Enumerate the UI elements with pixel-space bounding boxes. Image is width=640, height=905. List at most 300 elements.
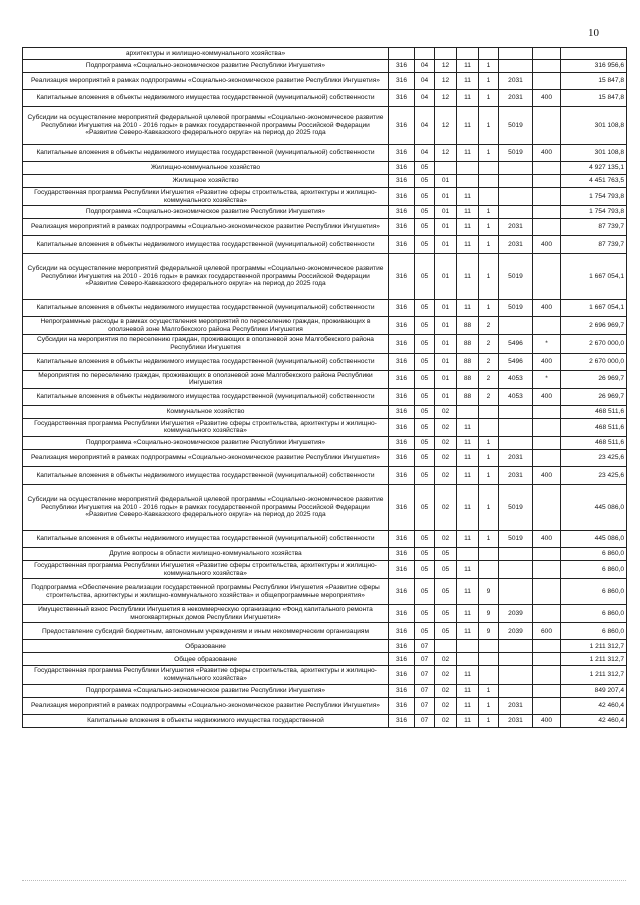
cell-program: 11 [457, 697, 479, 714]
cell-sum [561, 48, 627, 60]
cell-sum: 468 511,6 [561, 418, 627, 436]
cell-subsection: 02 [435, 666, 457, 684]
cell-item: 2039 [499, 623, 533, 640]
cell-section: 05 [415, 254, 435, 300]
table-row [23, 90, 627, 107]
cell-sum: 1 754 793,8 [561, 188, 627, 206]
cell-sum: 2 696 969,7 [561, 317, 627, 335]
cell-subsection: 02 [435, 697, 457, 714]
cell-name: Реализация мероприятий в рамках подпрограммы «Социально-экономическое развитие Республики Ингушетия» [23, 73, 389, 90]
cell-name: Коммунальное хозяйство [23, 405, 389, 418]
table-row [23, 640, 627, 653]
cell-code: 316 [389, 219, 415, 236]
cell-expense-type: 400 [533, 530, 561, 547]
cell-subprogram [479, 547, 499, 560]
cell-expense-type [533, 418, 561, 436]
cell-item: 5019 [499, 254, 533, 300]
cell-name: Капитальные вложения в объекты недвижимого имущества государственной (муниципальной) собственности [23, 236, 389, 254]
cell-subprogram: 2 [479, 353, 499, 370]
cell-sum: 316 956,6 [561, 60, 627, 73]
table-row [23, 547, 627, 560]
cell-sum: 23 425,6 [561, 449, 627, 466]
cell-item [499, 684, 533, 697]
cell-sum: 1 667 054,1 [561, 254, 627, 300]
cell-name: Государственная программа Республики Ингушетия «Развитие сферы строительства, архитектуры и жилищно-коммунального хозяйства» [23, 666, 389, 684]
cell-subprogram [479, 175, 499, 188]
cell-subsection: 01 [435, 175, 457, 188]
cell-code: 316 [389, 484, 415, 530]
cell-subprogram: 1 [479, 206, 499, 219]
cell-subprogram: 1 [479, 300, 499, 317]
cell-name: Капитальные вложения в объекты недвижимого имущества государственной (муниципальной) собственности [23, 145, 389, 162]
cell-subsection: 05 [435, 547, 457, 560]
table-row [23, 653, 627, 666]
cell-section [415, 48, 435, 60]
cell-section: 05 [415, 335, 435, 353]
cell-expense-type [533, 48, 561, 60]
cell-section: 05 [415, 623, 435, 640]
table-row [23, 714, 627, 727]
cell-code: 316 [389, 466, 415, 484]
cell-expense-type [533, 484, 561, 530]
cell-name: Государственная программа Республики Ингушетия «Развитие сферы строительства, архитектуры и жилищно-коммунального хозяйства» [23, 560, 389, 578]
table-row [23, 188, 627, 206]
cell-code: 316 [389, 206, 415, 219]
cell-code: 316 [389, 388, 415, 405]
cell-subprogram: 1 [479, 684, 499, 697]
cell-program: 11 [457, 484, 479, 530]
cell-program: 88 [457, 370, 479, 388]
cell-section: 05 [415, 579, 435, 605]
cell-section: 05 [415, 484, 435, 530]
cell-sum: 6 860,0 [561, 560, 627, 578]
cell-subsection: 02 [435, 418, 457, 436]
cell-program: 11 [457, 466, 479, 484]
cell-expense-type [533, 579, 561, 605]
table-row [23, 175, 627, 188]
cell-sum: 445 086,0 [561, 530, 627, 547]
cell-subsection: 12 [435, 145, 457, 162]
cell-sum: 87 739,7 [561, 219, 627, 236]
cell-expense-type: 400 [533, 714, 561, 727]
cell-code: 316 [389, 254, 415, 300]
cell-program [457, 405, 479, 418]
cell-subprogram: 2 [479, 317, 499, 335]
cell-subsection: 01 [435, 388, 457, 405]
cell-item [499, 666, 533, 684]
cell-subsection: 05 [435, 623, 457, 640]
cell-section: 05 [415, 449, 435, 466]
cell-expense-type [533, 560, 561, 578]
cell-name: Подпрограмма «Социально-экономическое развитие Республики Ингушетия» [23, 60, 389, 73]
cell-name: Субсидии на осуществление мероприятий федеральной целевой программы «Социально-экономическое развитие Республики Ингушетия на 2010 - 2016 годы» в рамках государственной программы Российской Федерации «Развитие Северо-Кавказского федерального округа» на период до 2025 года [23, 254, 389, 300]
cell-section: 05 [415, 317, 435, 335]
cell-subprogram: 1 [479, 714, 499, 727]
cell-subsection: 01 [435, 206, 457, 219]
cell-program [457, 653, 479, 666]
cell-item: 4053 [499, 370, 533, 388]
cell-section: 05 [415, 530, 435, 547]
cell-expense-type: * [533, 370, 561, 388]
cell-sum: 2 670 000,0 [561, 353, 627, 370]
table-row [23, 236, 627, 254]
cell-subsection: 01 [435, 300, 457, 317]
cell-subsection: 12 [435, 73, 457, 90]
cell-program: 11 [457, 436, 479, 449]
cell-subsection: 05 [435, 579, 457, 605]
cell-name: Непрограммные расходы в рамках осуществления мероприятий по переселению граждан, проживающих в оползневой зоне Малгобекского района Республики Ингушетия [23, 317, 389, 335]
cell-name: Капитальные вложения в объекты недвижимого имущества государственной (муниципальной) собственности [23, 466, 389, 484]
table-row [23, 666, 627, 684]
cell-sum: 1 754 793,8 [561, 206, 627, 219]
cell-name: Капитальные вложения в объекты недвижимого имущества государственной (муниципальной) собственности [23, 353, 389, 370]
cell-name: Другие вопросы в области жилищно-коммунального хозяйства [23, 547, 389, 560]
table-row [23, 162, 627, 175]
table-row [23, 317, 627, 335]
cell-sum: 6 860,0 [561, 605, 627, 623]
cell-item [499, 547, 533, 560]
cell-name: Капитальные вложения в объекты недвижимого имущества государственной [23, 714, 389, 727]
cell-item: 2031 [499, 219, 533, 236]
cell-subsection: 01 [435, 254, 457, 300]
cell-subsection: 05 [435, 605, 457, 623]
cell-item [499, 436, 533, 449]
table-row [23, 254, 627, 300]
cell-item: 5019 [499, 300, 533, 317]
cell-subsection [435, 640, 457, 653]
cell-expense-type [533, 219, 561, 236]
cell-code: 316 [389, 60, 415, 73]
cell-expense-type [533, 697, 561, 714]
cell-program [457, 48, 479, 60]
cell-section: 05 [415, 162, 435, 175]
cell-name: Жилищное хозяйство [23, 175, 389, 188]
cell-code: 316 [389, 73, 415, 90]
cell-sum: 15 847,8 [561, 90, 627, 107]
cell-item: 5019 [499, 484, 533, 530]
cell-subsection: 02 [435, 449, 457, 466]
cell-sum: 87 739,7 [561, 236, 627, 254]
table-row [23, 335, 627, 353]
cell-expense-type: 400 [533, 466, 561, 484]
cell-code: 316 [389, 300, 415, 317]
cell-sum: 15 847,8 [561, 73, 627, 90]
cell-section: 05 [415, 188, 435, 206]
cell-sum: 4 927 135,1 [561, 162, 627, 175]
cell-subsection: 02 [435, 653, 457, 666]
table-row [23, 405, 627, 418]
cell-item [499, 640, 533, 653]
cell-code: 316 [389, 449, 415, 466]
cell-item [499, 206, 533, 219]
cell-sum: 1 211 312,7 [561, 666, 627, 684]
cell-name: Капитальные вложения в объекты недвижимого имущества государственной (муниципальной) собственности [23, 300, 389, 317]
cell-expense-type [533, 653, 561, 666]
cell-subprogram: 1 [479, 219, 499, 236]
cell-expense-type [533, 405, 561, 418]
table-row [23, 73, 627, 90]
cell-expense-type [533, 317, 561, 335]
cell-name: Реализация мероприятий в рамках подпрограммы «Социально-экономическое развитие Республики Ингушетия» [23, 219, 389, 236]
cell-section: 07 [415, 653, 435, 666]
cell-expense-type: 600 [533, 623, 561, 640]
cell-name: Подпрограмма «Социально-экономическое развитие Республики Ингушетия» [23, 684, 389, 697]
cell-code: 316 [389, 547, 415, 560]
cell-program: 11 [457, 90, 479, 107]
cell-name: Предоставление субсидий бюджетным, автономным учреждениям и иным некоммерческим организациям [23, 623, 389, 640]
cell-program [457, 162, 479, 175]
cell-subsection: 02 [435, 530, 457, 547]
cell-item [499, 418, 533, 436]
table-row [23, 353, 627, 370]
cell-subsection: 01 [435, 236, 457, 254]
cell-program [457, 640, 479, 653]
cell-program: 11 [457, 605, 479, 623]
cell-item: 5019 [499, 107, 533, 145]
cell-section: 05 [415, 219, 435, 236]
cell-name: Капитальные вложения в объекты недвижимого имущества государственной (муниципальной) собственности [23, 90, 389, 107]
cell-sum: 2 670 000,0 [561, 335, 627, 353]
cell-program: 11 [457, 530, 479, 547]
cell-sum: 6 860,0 [561, 547, 627, 560]
cell-subsection: 05 [435, 560, 457, 578]
cell-subsection: 02 [435, 436, 457, 449]
cell-program: 11 [457, 206, 479, 219]
cell-expense-type [533, 640, 561, 653]
cell-section: 07 [415, 640, 435, 653]
cell-code: 316 [389, 162, 415, 175]
cell-code: 316 [389, 684, 415, 697]
cell-code [389, 48, 415, 60]
cell-section: 05 [415, 605, 435, 623]
cell-section: 05 [415, 436, 435, 449]
cell-sum: 26 969,7 [561, 370, 627, 388]
cell-code: 316 [389, 90, 415, 107]
cell-item: 2031 [499, 90, 533, 107]
cell-sum: 6 860,0 [561, 623, 627, 640]
cell-item [499, 175, 533, 188]
cell-name: Субсидии на мероприятия по переселению граждан, проживающих в оползневой зоне Малгобекского района Республики Ингушетия [23, 335, 389, 353]
cell-expense-type: 400 [533, 388, 561, 405]
table-row [23, 370, 627, 388]
table-row [23, 388, 627, 405]
cell-section: 05 [415, 236, 435, 254]
cell-code: 316 [389, 697, 415, 714]
cell-item [499, 579, 533, 605]
cell-section: 07 [415, 666, 435, 684]
cell-program: 11 [457, 714, 479, 727]
cell-name: Образование [23, 640, 389, 653]
cell-expense-type [533, 107, 561, 145]
cell-subsection: 02 [435, 484, 457, 530]
cell-section: 05 [415, 547, 435, 560]
cell-expense-type [533, 73, 561, 90]
cell-program: 11 [457, 145, 479, 162]
table-row [23, 449, 627, 466]
cell-subprogram: 1 [479, 90, 499, 107]
cell-expense-type [533, 436, 561, 449]
cell-program [457, 547, 479, 560]
cell-subsection: 12 [435, 60, 457, 73]
cell-program: 11 [457, 107, 479, 145]
cell-expense-type [533, 188, 561, 206]
cell-name: Жилищно-коммунальное хозяйство [23, 162, 389, 175]
cell-item: 4053 [499, 388, 533, 405]
cell-expense-type: * [533, 335, 561, 353]
cell-code: 316 [389, 579, 415, 605]
cell-name: Реализация мероприятий в рамках подпрограммы «Социально-экономическое развитие Республики Ингушетия» [23, 697, 389, 714]
cell-expense-type [533, 666, 561, 684]
cell-expense-type [533, 684, 561, 697]
cell-subsection: 01 [435, 370, 457, 388]
cell-item [499, 560, 533, 578]
cell-subprogram: 1 [479, 484, 499, 530]
cell-expense-type: 400 [533, 300, 561, 317]
table-row [23, 436, 627, 449]
cell-program: 11 [457, 300, 479, 317]
table-row [23, 623, 627, 640]
cell-subprogram [479, 418, 499, 436]
table-row [23, 560, 627, 578]
cell-subprogram [479, 162, 499, 175]
table-row [23, 697, 627, 714]
cell-subprogram: 9 [479, 623, 499, 640]
cell-code: 316 [389, 640, 415, 653]
table-row [23, 605, 627, 623]
cell-subsection: 02 [435, 714, 457, 727]
cell-code: 316 [389, 623, 415, 640]
cell-subprogram [479, 48, 499, 60]
cell-name: Мероприятия по переселению граждан, проживающих в оползневой зоне Малгобекского района Республики Ингушетия [23, 370, 389, 388]
cell-code: 316 [389, 653, 415, 666]
cell-section: 04 [415, 90, 435, 107]
cell-code: 316 [389, 418, 415, 436]
cell-item: 2039 [499, 605, 533, 623]
cell-subsection: 01 [435, 188, 457, 206]
cell-subprogram: 1 [479, 60, 499, 73]
cell-code: 316 [389, 605, 415, 623]
table-row [23, 418, 627, 436]
cell-subprogram: 2 [479, 370, 499, 388]
cell-subsection: 01 [435, 317, 457, 335]
cell-subsection: 12 [435, 107, 457, 145]
cell-code: 316 [389, 175, 415, 188]
cell-program: 11 [457, 219, 479, 236]
cell-section: 05 [415, 405, 435, 418]
table-row [23, 60, 627, 73]
cell-subsection [435, 48, 457, 60]
cell-item [499, 162, 533, 175]
cell-subprogram [479, 405, 499, 418]
cell-subprogram: 9 [479, 579, 499, 605]
table-row [23, 145, 627, 162]
cell-name: Капитальные вложения в объекты недвижимого имущества государственной (муниципальной) собственности [23, 388, 389, 405]
cell-sum: 301 108,8 [561, 107, 627, 145]
cell-section: 05 [415, 206, 435, 219]
cell-sum: 42 460,4 [561, 714, 627, 727]
cell-code: 316 [389, 145, 415, 162]
cell-sum: 445 086,0 [561, 484, 627, 530]
cell-section: 05 [415, 418, 435, 436]
cell-sum: 6 860,0 [561, 579, 627, 605]
cell-expense-type [533, 60, 561, 73]
cell-name: архитектуры и жилищно-коммунального хозяйства» [23, 48, 389, 60]
cell-item: 5019 [499, 530, 533, 547]
cell-program: 11 [457, 188, 479, 206]
cell-subprogram: 1 [479, 530, 499, 547]
cell-item [499, 60, 533, 73]
cell-expense-type: 400 [533, 236, 561, 254]
table-row [23, 579, 627, 605]
cell-item [499, 317, 533, 335]
cell-subprogram [479, 653, 499, 666]
cell-expense-type: 400 [533, 353, 561, 370]
cell-sum: 1 211 312,7 [561, 653, 627, 666]
cell-subsection [435, 162, 457, 175]
table-row [23, 530, 627, 547]
cell-section: 07 [415, 697, 435, 714]
cell-sum: 26 969,7 [561, 388, 627, 405]
cell-item: 5496 [499, 353, 533, 370]
cell-code: 316 [389, 436, 415, 449]
cell-section: 07 [415, 714, 435, 727]
cell-subprogram: 1 [479, 107, 499, 145]
cell-subsection: 01 [435, 353, 457, 370]
cell-expense-type: 400 [533, 145, 561, 162]
cell-subsection: 12 [435, 90, 457, 107]
cell-item [499, 48, 533, 60]
cell-expense-type [533, 162, 561, 175]
cell-program: 11 [457, 60, 479, 73]
cell-name: Государственная программа Республики Ингушетия «Развитие сферы строительства, архитектуры и жилищно-коммунального хозяйства» [23, 418, 389, 436]
cell-section: 04 [415, 73, 435, 90]
cell-code: 316 [389, 666, 415, 684]
cell-subprogram: 1 [479, 73, 499, 90]
table-row [23, 206, 627, 219]
cell-program: 11 [457, 449, 479, 466]
cell-subprogram [479, 188, 499, 206]
cell-item: 5019 [499, 145, 533, 162]
cell-program: 11 [457, 236, 479, 254]
table-row [23, 684, 627, 697]
cell-section: 05 [415, 370, 435, 388]
cell-program [457, 175, 479, 188]
cell-subsection: 02 [435, 405, 457, 418]
cell-subsection: 01 [435, 219, 457, 236]
cell-sum: 1 211 312,7 [561, 640, 627, 653]
cell-subsection: 02 [435, 684, 457, 697]
cell-program: 88 [457, 353, 479, 370]
cell-expense-type [533, 605, 561, 623]
cell-subprogram: 1 [479, 145, 499, 162]
cell-name: Общее образование [23, 653, 389, 666]
cell-subprogram: 1 [479, 466, 499, 484]
cell-sum: 23 425,6 [561, 466, 627, 484]
cell-subprogram [479, 666, 499, 684]
footer-scan-line [22, 880, 626, 881]
cell-code: 316 [389, 317, 415, 335]
cell-item [499, 653, 533, 666]
cell-name: Имущественный взнос Республики Ингушетия в некоммерческую организацию «Фонд капитального ремонта многоквартирных домов Республики Ингушетия» [23, 605, 389, 623]
cell-section: 05 [415, 466, 435, 484]
cell-program: 11 [457, 666, 479, 684]
budget-table [22, 47, 627, 728]
cell-program: 11 [457, 579, 479, 605]
cell-subprogram: 2 [479, 335, 499, 353]
table-row [23, 300, 627, 317]
cell-code: 316 [389, 335, 415, 353]
cell-code: 316 [389, 107, 415, 145]
